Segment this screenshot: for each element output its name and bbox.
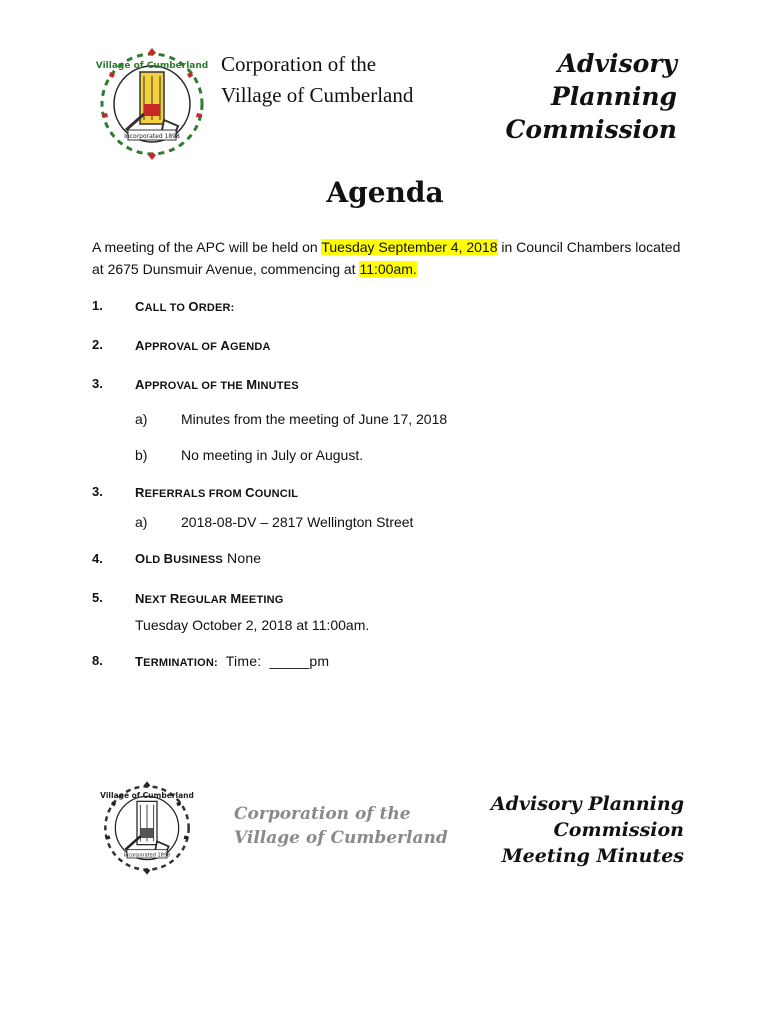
item-number: 3. — [92, 376, 103, 391]
footer-commission-line1: Advisory Planning — [490, 793, 684, 815]
commission-title-line2: Planning — [550, 82, 677, 111]
intro-text-mid: in Council Chambers located at 2675 Dunsmuir Avenue, commencing at — [92, 239, 681, 277]
corporation-line2: Village of Cumberland — [221, 83, 414, 107]
village-seal-icon — [92, 44, 212, 164]
corporation-line1: Corporation of the — [221, 52, 377, 76]
next-meeting-date: Tuesday October 2, 2018 at 11:00am. — [135, 617, 370, 633]
meeting-time-highlight: 11:00am. — [359, 261, 417, 277]
item-number: 5. — [92, 590, 103, 605]
item-old-business: OLD BUSINESS None — [135, 550, 262, 566]
meeting-date-highlight: Tuesday September 4, 2018 — [321, 239, 498, 255]
agenda-title: Agenda — [326, 176, 444, 209]
footer-commission-title — [491, 791, 684, 869]
sub-item-letter: a) — [135, 411, 148, 427]
item-approval-of-minutes: APPROVAL OF THE MINUTES — [135, 377, 299, 392]
svg-text:Incorporated 1898: Incorporated 1898 — [123, 852, 171, 859]
footer-corporation-line1: Corporation of the — [234, 804, 411, 824]
sub-item-letter: a) — [135, 514, 148, 530]
meeting-intro — [92, 236, 692, 280]
item-approval-of-agenda: APPROVAL OF AGENDA — [135, 338, 271, 353]
sub-item-letter: b) — [135, 447, 148, 463]
item-number: 4. — [92, 551, 103, 566]
footer-commission-line3: Meeting Minutes — [501, 845, 684, 867]
footer-village-logo — [97, 774, 197, 887]
item-next-regular-meeting: NEXT REGULAR MEETING — [135, 591, 284, 606]
footer-corporation-line2: Village of Cumberland — [234, 828, 448, 848]
footer-commission-line2: Commission — [553, 819, 684, 841]
sub-item-text: No meeting in July or August. — [181, 447, 364, 463]
item-referrals-from-council: REFERRALS FROM COUNCIL — [135, 485, 299, 500]
intro-text-start: A meeting of the APC will be held on — [92, 239, 322, 255]
commission-title — [506, 47, 677, 146]
village-logo — [92, 44, 212, 164]
item-number: 1. — [92, 298, 103, 313]
item-number: 8. — [92, 653, 103, 668]
commission-title-line3: Commission — [505, 115, 677, 144]
svg-text:Village of Cumberland: Village of Cumberland — [95, 61, 209, 71]
sub-item-text: Minutes from the meeting of June 17, 2018 — [181, 411, 448, 427]
item-call-to-order: CALL TO ORDER: — [135, 299, 235, 314]
corporation-name — [221, 49, 413, 111]
footer-corporation-name — [234, 802, 448, 850]
svg-text:Incorporated 1898: Incorporated 1898 — [124, 133, 180, 140]
item-number: 3. — [92, 484, 103, 499]
village-seal-grayscale-icon — [97, 774, 197, 882]
commission-title-line1: Advisory — [557, 49, 677, 78]
item-number: 2. — [92, 337, 103, 352]
item-termination: TERMINATION: Time: _____pm — [135, 653, 330, 669]
svg-text:Village of Cumberland: Village of Cumberland — [100, 791, 194, 800]
sub-item-text: 2018-08-DV – 2817 Wellington Street — [181, 514, 414, 530]
